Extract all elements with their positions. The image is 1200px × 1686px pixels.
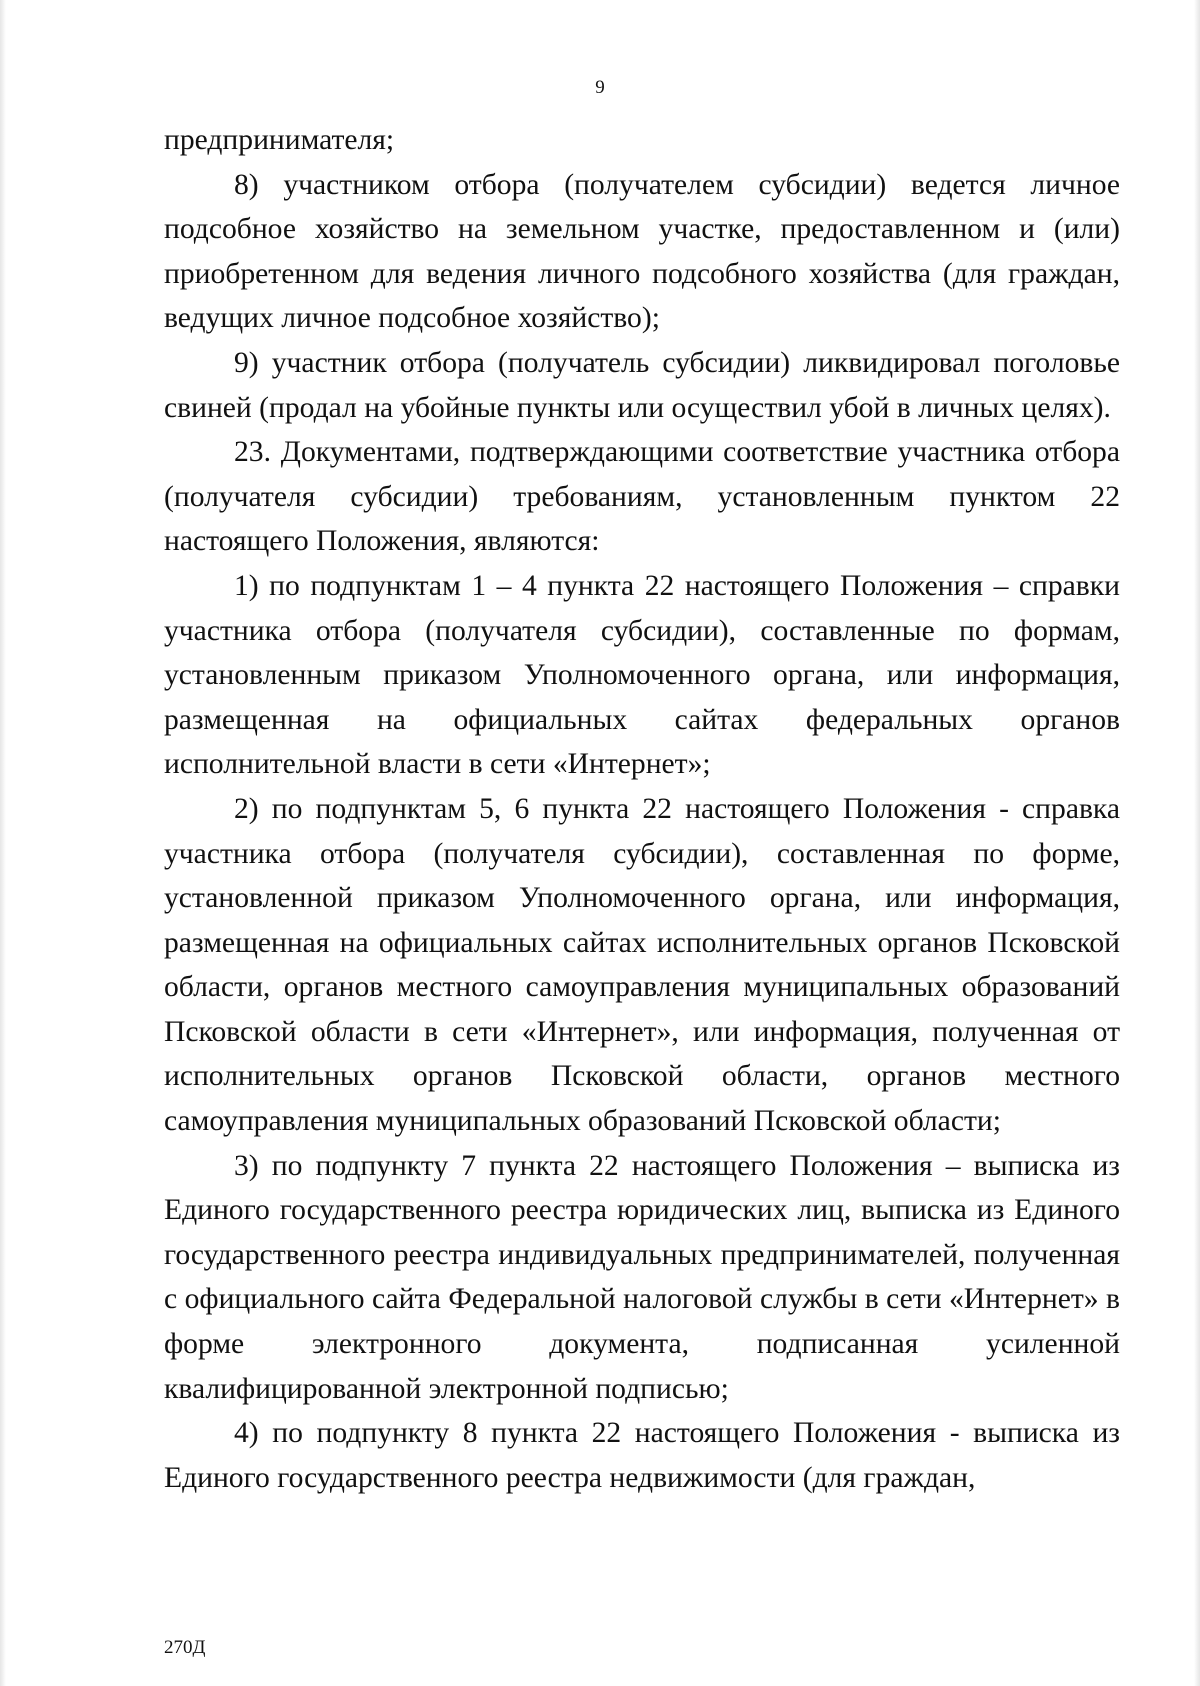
scan-edge-left	[0, 0, 6, 1686]
paragraph-continuation: предпринимателя;	[164, 124, 395, 156]
scan-edge-right	[1194, 0, 1200, 1686]
paragraph-doc-2: 2) по подпунктам 5, 6 пункта 22 настоящего Положения - справка участника отбора (получателя субсидии), составленная по форме, установленной приказом Уполномоченного органа, или информация, размещенная на официальных сайтах исполнительных органов Псковской области, органов местного самоуправления муниципальных образований Псковской области в сети «Интернет», или информация, полученная от исполнительных органов Псковской области, органов местного самоуправления муниципальных образований Псковской области;	[164, 792, 1120, 1138]
paragraph-doc-1: 1) по подпунктам 1 – 4 пункта 22 настоящего Положения – справки участника отбора (получателя субсидии), составленные по формам, установленным приказом Уполномоченного органа, или информация, размещенная на официальных сайтах федеральных органов исполнительной власти в сети «Интернет»;	[164, 569, 1120, 781]
page-number: 9	[595, 77, 605, 98]
footer-document-code: 270Д	[164, 1637, 206, 1658]
paragraph-doc-3: 3) по подпункту 7 пункта 22 настоящего Положения – выписка из Единого государственного реестра юридических лиц, выписка из Единого государственного реестра индивидуальных предпринимателей, полученная с официального сайта Федеральной налоговой службы в сети «Интернет» в форме электронного документа, подписанная усиленной квалифицированной электронной подписью;	[164, 1149, 1120, 1405]
document-body	[164, 118, 1120, 1500]
paragraph-item-8: 8) участником отбора (получателем субсидии) ведется личное подсобное хозяйство на земельном участке, предоставленном и (или) приобретенном для ведения личного подсобного хозяйства (для граждан, ведущих личное подсобное хозяйство);	[164, 168, 1120, 335]
paragraph-item-9: 9) участник отбора (получатель субсидии) ликвидировал поголовье свиней (продал на убойные пункты или осуществил убой в личных целях).	[164, 346, 1120, 424]
paragraph-clause-23: 23. Документами, подтверждающими соответствие участника отбора (получателя субсидии) требованиям, установленным пунктом 22 настоящего Положения, являются:	[164, 436, 1120, 558]
paragraph-doc-4: 4) по подпункту 8 пункта 22 настоящего Положения - выписка из Единого государственного реестра недвижимости (для граждан,	[164, 1417, 1120, 1494]
